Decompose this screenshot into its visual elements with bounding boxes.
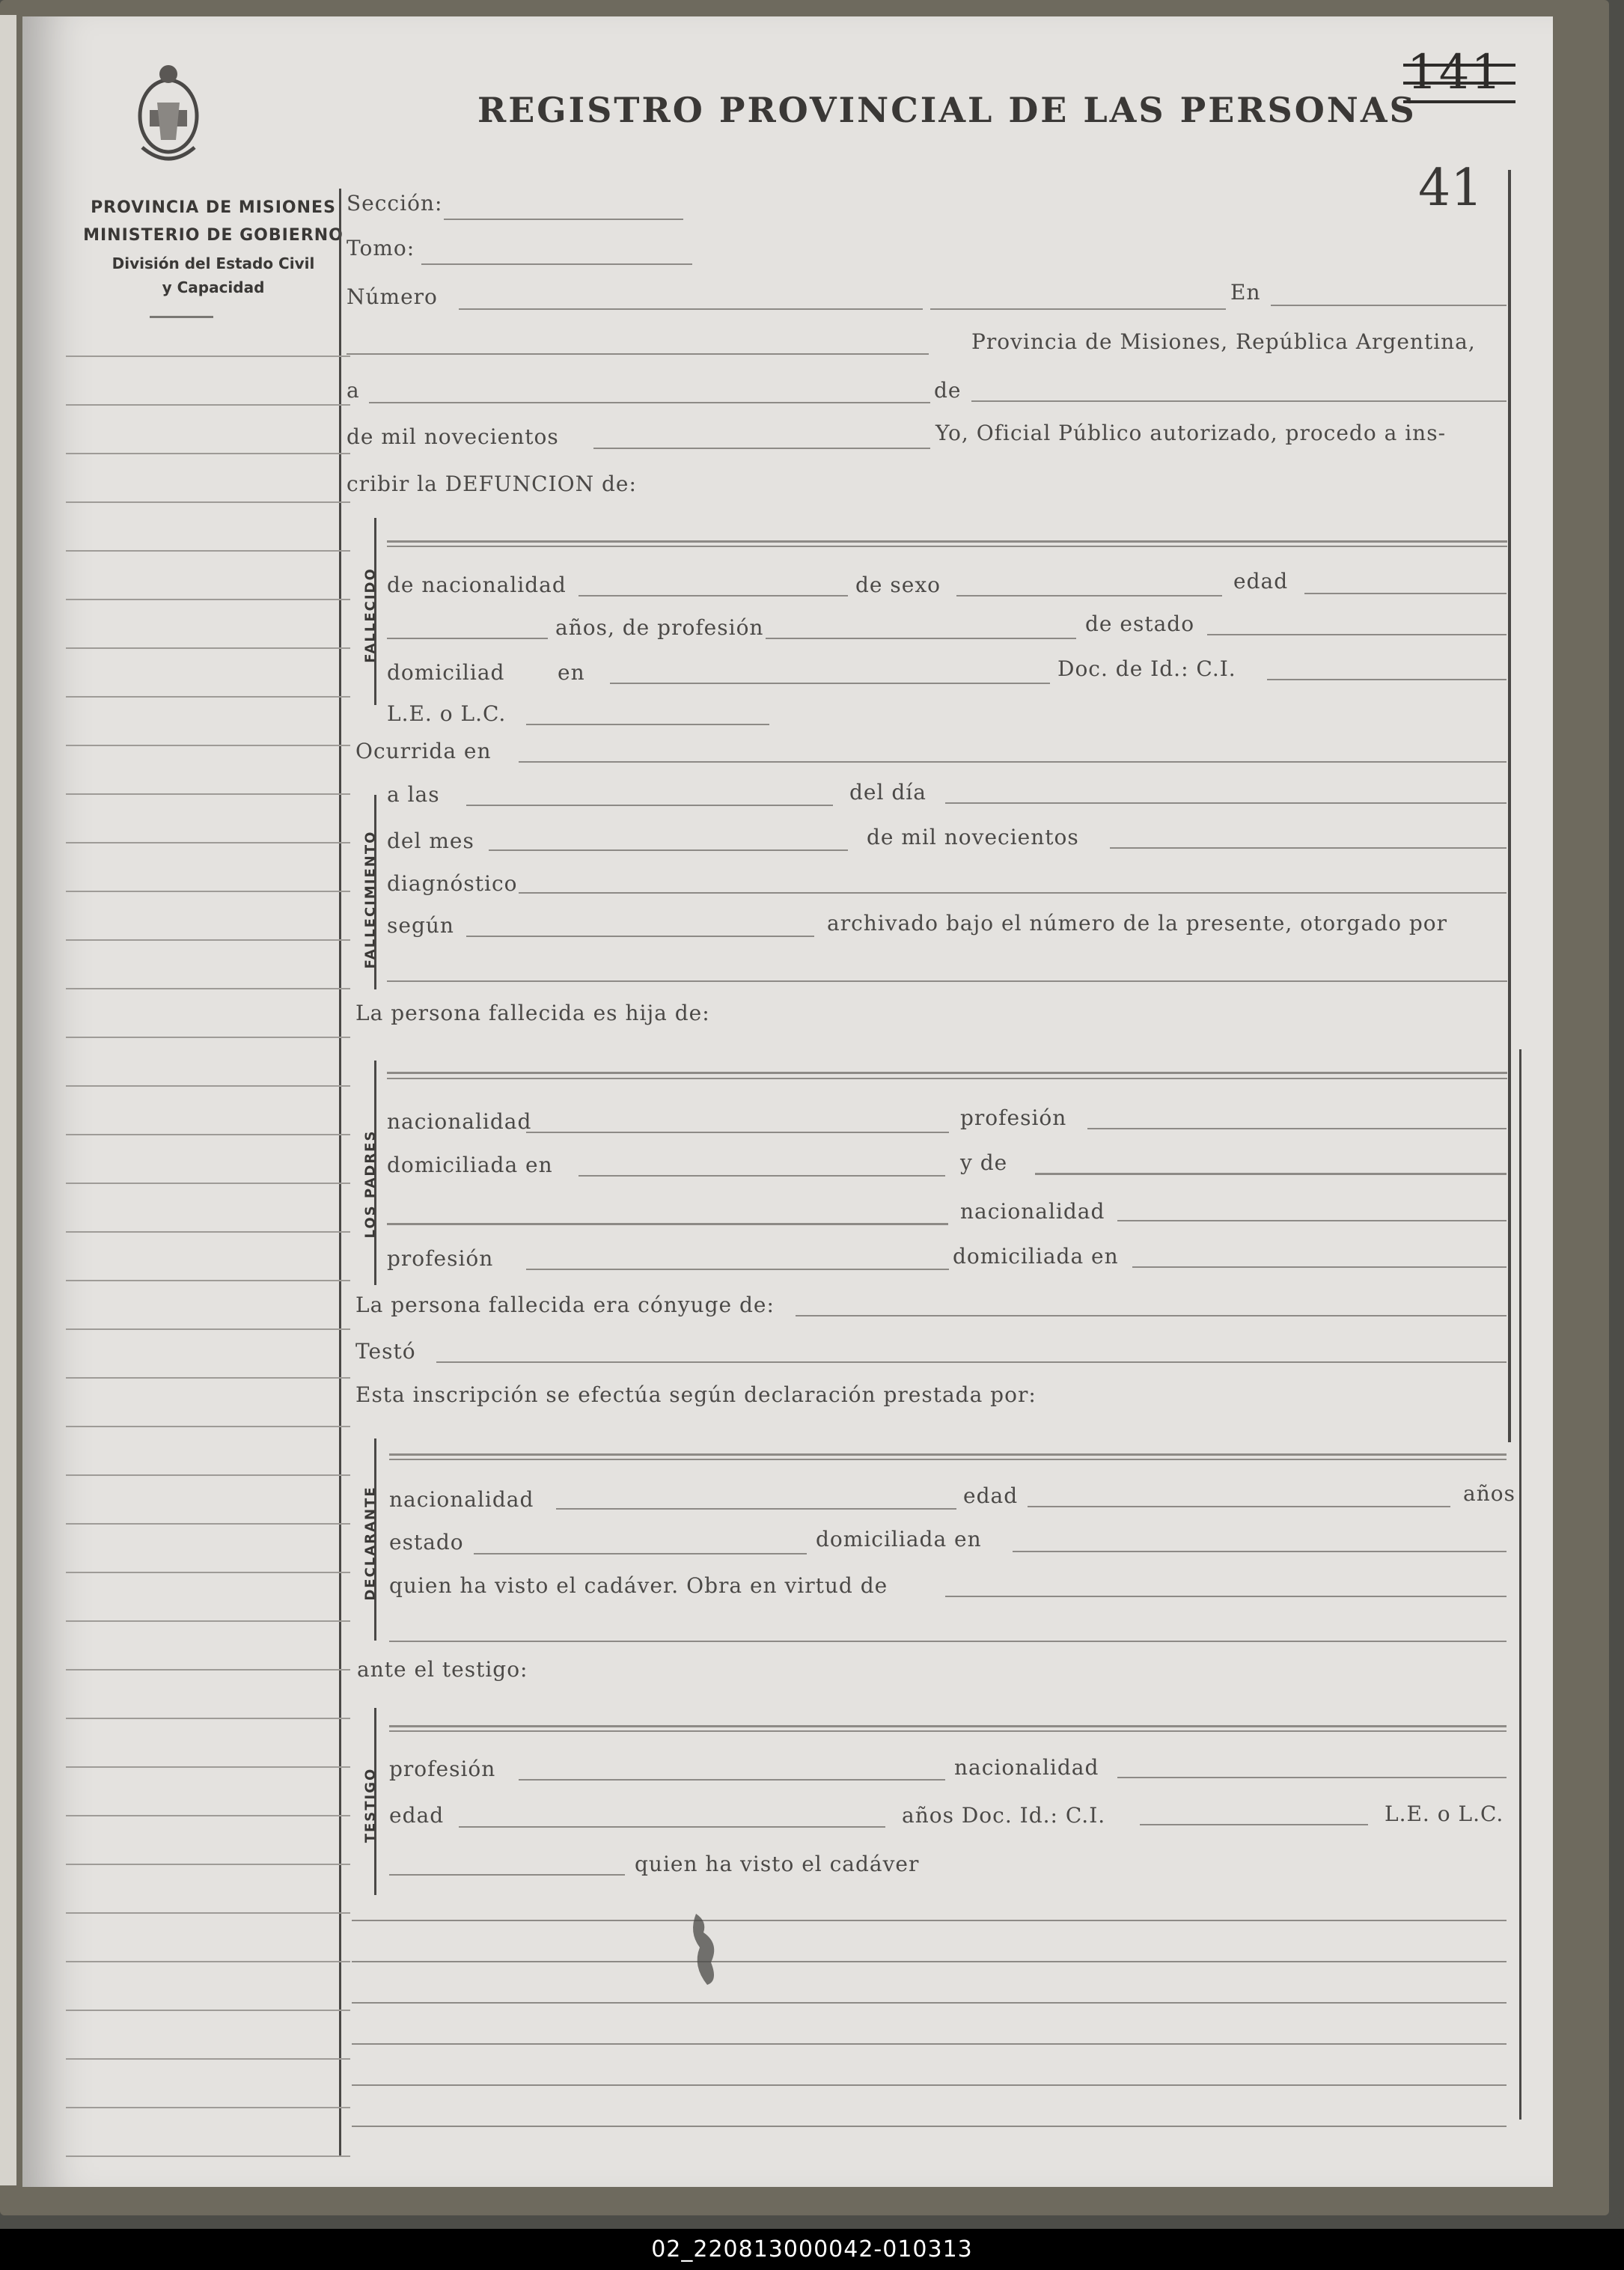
label-de: de	[934, 378, 962, 403]
field-line-conyuge	[796, 1315, 1507, 1316]
margin-line-10	[66, 793, 350, 795]
field-line-edad	[1304, 593, 1507, 594]
margin-line-33	[66, 1912, 350, 1914]
field-line-declarante-domicilio	[1013, 1551, 1507, 1552]
label-le-lc: L.E. o L.C.	[387, 701, 507, 726]
margin-line-29	[66, 1718, 350, 1719]
margin-line-9	[66, 745, 350, 746]
field-line-declarante-nombre-2	[389, 1459, 1507, 1460]
label-de-mil-novecientos: de mil novecientos	[347, 424, 559, 449]
margin-line-36	[66, 2058, 350, 2060]
coat-of-arms-emblem	[127, 58, 210, 170]
field-line-declarante-estado	[474, 1553, 807, 1554]
strike-line-2	[1403, 82, 1515, 85]
agency-division-2: y Capacidad	[162, 278, 265, 296]
field-line-obs-3	[352, 2002, 1507, 2004]
right-rule-lower	[1519, 1049, 1521, 2120]
label-archivado: archivado bajo el número de la presente, otorgado por	[827, 911, 1447, 936]
field-line-obs-6	[352, 2126, 1507, 2127]
field-line-seccion	[444, 219, 683, 220]
margin-line-11	[66, 842, 350, 843]
label-de-estado: de estado	[1085, 611, 1195, 636]
margin-line-23	[66, 1426, 350, 1427]
margin-line-6	[66, 599, 350, 600]
field-line-dia	[945, 802, 1507, 804]
field-line-declarante-nombre	[389, 1453, 1507, 1456]
field-line-madre-profesion	[526, 1269, 949, 1270]
label-testigo-nacionalidad: nacionalidad	[954, 1755, 1099, 1780]
label-padres-domiciliada: domiciliada en	[387, 1153, 553, 1177]
field-line-le-lc	[526, 724, 769, 725]
field-line-madre-domicilio	[1132, 1266, 1507, 1268]
field-line-otorgado	[387, 980, 1507, 982]
printed-page-number: 141	[1407, 45, 1504, 100]
margin-line-34	[66, 1961, 350, 1962]
field-line-obs-1	[352, 1920, 1507, 1921]
footer-strip	[0, 2229, 1624, 2270]
label-declarante-edad: edad	[963, 1483, 1019, 1508]
label-declarante-nacionalidad: nacionalidad	[389, 1487, 534, 1512]
label-seccion: Sección:	[347, 191, 443, 216]
label-padres-profesion: profesión	[960, 1105, 1067, 1130]
label-en: En	[1230, 280, 1261, 305]
strike-line-3	[1403, 100, 1515, 103]
label-de-mil-novecientos-2: de mil novecientos	[867, 825, 1079, 849]
margin-line-5	[66, 550, 350, 552]
label-conyuge: La persona fallecida era cónyuge de:	[355, 1293, 775, 1317]
field-line-de	[971, 400, 1507, 402]
label-del-dia: del día	[849, 780, 927, 805]
margin-line-14	[66, 988, 350, 989]
margin-line-1	[66, 356, 350, 357]
label-ante-testigo: ante el testigo:	[357, 1657, 528, 1682]
label-tomo: Tomo:	[347, 236, 415, 260]
margin-line-3	[66, 453, 350, 454]
field-line-sexo	[956, 595, 1222, 597]
field-line-testigo-nombre-2	[389, 1730, 1507, 1732]
field-line-segun	[466, 936, 814, 937]
margin-line-24	[66, 1474, 350, 1476]
label-de-nacionalidad: de nacionalidad	[387, 573, 567, 597]
field-line-obs-5	[352, 2084, 1507, 2086]
margin-line-28	[66, 1669, 350, 1671]
field-line-obra-2	[389, 1641, 1507, 1642]
label-a: a	[347, 378, 360, 403]
field-line-a	[369, 402, 930, 403]
label-declarante-anos: años	[1463, 1481, 1515, 1506]
label-inscribir-defuncion: cribir la DEFUNCION de:	[347, 472, 637, 496]
field-line-obs-2	[352, 1961, 1507, 1962]
label-padres-domiciliada-2: domiciliada en	[953, 1244, 1119, 1269]
label-yo-oficial: Yo, Oficial Público autorizado, procedo a ins-	[935, 421, 1447, 445]
margin-line-2	[66, 404, 350, 406]
page-title: REGISTRO PROVINCIAL DE LAS PERSONAS	[477, 90, 1417, 130]
side-label-declarante: DECLARANTE	[362, 1486, 379, 1601]
field-line-declarante-nacionalidad	[556, 1508, 956, 1510]
field-line-nombre-fallecido	[387, 540, 1507, 543]
margin-line-20	[66, 1280, 350, 1281]
margin-line-32	[66, 1864, 350, 1865]
label-en-2: en	[558, 660, 585, 685]
field-line-testigo-nacionalidad	[1117, 1777, 1507, 1778]
field-line-testigo-le-lc	[389, 1874, 625, 1876]
field-line-madre-nacionalidad	[1117, 1220, 1507, 1221]
footer-filename: 02_220813000042-010313	[651, 2236, 973, 2263]
field-line-en	[1271, 305, 1507, 306]
margin-line-31	[66, 1815, 350, 1816]
margin-line-37	[66, 2107, 350, 2108]
label-padres-nacionalidad-2: nacionalidad	[960, 1199, 1105, 1224]
register-page	[22, 16, 1553, 2187]
label-provincia: Provincia de Misiones, República Argentina,	[971, 329, 1476, 354]
side-label-los-padres: LOS PADRES	[362, 1129, 379, 1239]
field-line-domicilio	[610, 683, 1050, 684]
field-line-anos	[387, 638, 548, 639]
label-padres-profesion-2: profesión	[387, 1246, 494, 1271]
field-line-estado	[1207, 634, 1507, 635]
strike-line-1	[1403, 64, 1515, 67]
label-testigo-profesion: profesión	[389, 1757, 496, 1781]
label-domiciliad: domiciliad	[387, 660, 505, 685]
margin-line-16	[66, 1085, 350, 1087]
side-label-fallecimiento: FALLECIMIENTO	[362, 830, 379, 969]
margin-line-17	[66, 1134, 350, 1135]
ink-blot-mark	[674, 1910, 733, 1992]
field-line-lugar	[347, 353, 929, 355]
label-inscripcion: Esta inscripción se efectúa según declaración prestada por:	[355, 1382, 1037, 1407]
field-line-obra	[945, 1596, 1507, 1597]
field-line-tomo	[421, 263, 692, 265]
field-line-ocurrida	[519, 761, 1507, 763]
field-line-mes	[489, 849, 848, 851]
margin-line-21	[66, 1328, 350, 1330]
field-line-diagnostico	[519, 892, 1507, 894]
margin-line-38	[66, 2155, 350, 2157]
label-testo: Testó	[355, 1339, 416, 1364]
agency-division: División del Estado Civil	[112, 254, 315, 272]
label-testigo-quien: quien ha visto el cadáver	[635, 1852, 920, 1876]
margin-line-26	[66, 1572, 350, 1573]
label-testigo-edad: edad	[389, 1803, 445, 1828]
margin-line-12	[66, 891, 350, 892]
field-line-padre-profesion	[1087, 1128, 1507, 1129]
margin-line-22	[66, 1377, 350, 1379]
label-declarante-quien: quien ha visto el cadáver. Obra en virtud de	[389, 1573, 888, 1598]
margin-line-7	[66, 647, 350, 649]
field-line-padre-nombre	[387, 1072, 1507, 1074]
label-hija-de: La persona fallecida es hija de:	[355, 1001, 710, 1025]
label-doc-id: Doc. de Id.: C.I.	[1057, 656, 1236, 681]
field-line-declarante-edad	[1028, 1506, 1450, 1507]
margin-rule	[339, 189, 341, 2157]
label-ocurrida-en: Ocurrida en	[355, 739, 492, 763]
field-line-testo	[436, 1361, 1507, 1363]
left-page-edge	[0, 15, 16, 2185]
field-line-padre-domicilio	[579, 1175, 945, 1177]
label-numero: Número	[347, 284, 438, 309]
field-line-nacionalidad	[579, 595, 848, 597]
agency-underline	[150, 316, 213, 318]
margin-line-25	[66, 1523, 350, 1525]
field-line-hora	[466, 805, 833, 806]
margin-line-35	[66, 2010, 350, 2011]
label-de-sexo: de sexo	[855, 573, 941, 597]
label-a-las: a las	[387, 782, 440, 807]
label-testigo-anos-doc: años Doc. Id.: C.I.	[902, 1803, 1106, 1828]
margin-line-13	[66, 939, 350, 941]
field-line-testigo-nombre	[389, 1725, 1507, 1727]
field-line-testigo-ci	[1140, 1824, 1368, 1825]
right-rule-upper	[1508, 170, 1511, 1442]
agency-province: PROVINCIA DE MISIONES	[91, 198, 336, 217]
field-line-nombre-fallecido-2	[387, 546, 1507, 547]
field-line-numero	[459, 308, 923, 310]
field-line-padre-nacionalidad	[526, 1132, 949, 1133]
field-line-profesion	[766, 638, 1076, 639]
label-testigo-le-lc: L.E. o L.C.	[1385, 1801, 1504, 1826]
label-declarante-domiciliada: domiciliada en	[816, 1527, 982, 1552]
agency-ministry: MINISTERIO DE GOBIERNO	[83, 226, 344, 245]
label-diagnostico: diagnóstico	[387, 871, 518, 896]
margin-line-8	[66, 696, 350, 698]
field-line-padre-nombre-2	[387, 1078, 1507, 1079]
margin-line-18	[66, 1183, 350, 1184]
label-segun: según	[387, 913, 454, 938]
field-line-obs-4	[352, 2043, 1507, 2045]
label-anos-profesion: años, de profesión	[555, 615, 764, 640]
side-label-testigo: TESTIGO	[362, 1767, 379, 1843]
field-line-ano-fallecimiento	[1110, 847, 1507, 849]
field-line-testigo-profesion	[519, 1779, 945, 1781]
field-line-madre-nombre-2	[387, 1223, 948, 1225]
margin-line-15	[66, 1037, 350, 1038]
field-line-ci	[1267, 679, 1507, 680]
field-line-testigo-edad	[459, 1826, 885, 1828]
margin-line-4	[66, 501, 350, 503]
side-label-fallecido: FALLECIDO	[362, 567, 379, 663]
field-line-numero-2	[930, 308, 1226, 310]
label-edad: edad	[1233, 569, 1289, 594]
label-y-de: y de	[960, 1150, 1008, 1175]
margin-line-19	[66, 1231, 350, 1233]
margin-line-27	[66, 1620, 350, 1622]
label-del-mes: del mes	[387, 829, 474, 853]
margin-line-30	[66, 1766, 350, 1768]
handwritten-page-number: 41	[1418, 159, 1483, 218]
field-line-ano	[593, 448, 930, 449]
label-padres-nacionalidad: nacionalidad	[387, 1109, 532, 1134]
field-line-madre-nombre	[1035, 1173, 1507, 1175]
label-declarante-estado: estado	[389, 1530, 464, 1554]
